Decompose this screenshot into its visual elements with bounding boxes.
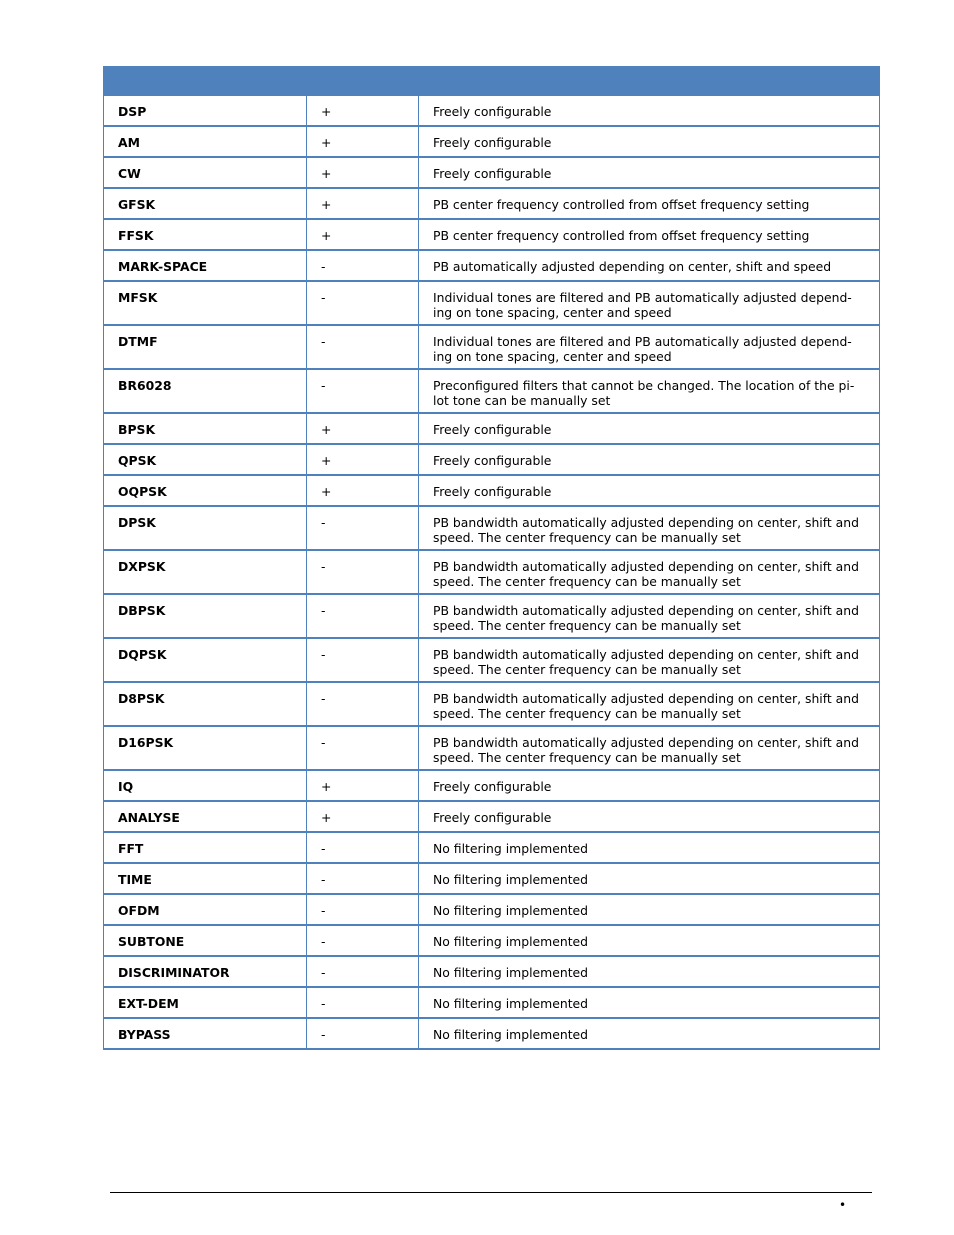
- filter-flag-cell: +: [307, 126, 419, 157]
- mode-cell: DBPSK: [104, 594, 307, 638]
- table-row: [104, 550, 880, 594]
- table-row: [104, 188, 880, 219]
- mode-cell: TIME: [104, 863, 307, 894]
- header-cell-mode: [104, 67, 307, 96]
- table-row: [104, 956, 880, 987]
- table-row: [104, 801, 880, 832]
- table-row: [104, 832, 880, 863]
- description-cell: No filtering implemented: [419, 925, 880, 956]
- filter-flag-cell: -: [307, 325, 419, 369]
- filter-flag-cell: +: [307, 95, 419, 126]
- description-cell: PB center frequency controlled from offset frequency setting: [419, 188, 880, 219]
- footer-rule: [110, 1192, 872, 1193]
- description-cell: PB bandwidth automatically adjusted depending on center, shift and speed. The center frequency can be manually set: [419, 682, 880, 726]
- mode-cell: OFDM: [104, 894, 307, 925]
- filter-flag-cell: -: [307, 682, 419, 726]
- table-row: [104, 1018, 880, 1049]
- mode-cell: OQPSK: [104, 475, 307, 506]
- filter-flag-cell: +: [307, 413, 419, 444]
- filter-flag-cell: -: [307, 894, 419, 925]
- table-row: [104, 638, 880, 682]
- table-row: [104, 894, 880, 925]
- filter-flag-cell: -: [307, 594, 419, 638]
- mode-cell: DPSK: [104, 506, 307, 550]
- description-cell: Freely configurable: [419, 475, 880, 506]
- description-cell: Freely configurable: [419, 157, 880, 188]
- mode-cell: D8PSK: [104, 682, 307, 726]
- table-row: [104, 219, 880, 250]
- description-cell: Preconfigured filters that cannot be changed. The location of the pi-lot tone can be manually set: [419, 369, 880, 413]
- table-row: [104, 444, 880, 475]
- header-cell-description: [419, 67, 880, 96]
- description-cell: Freely configurable: [419, 413, 880, 444]
- filter-flag-cell: -: [307, 987, 419, 1018]
- mode-cell: FFSK: [104, 219, 307, 250]
- mode-cell: DTMF: [104, 325, 307, 369]
- table-row: [104, 682, 880, 726]
- mode-cell: BR6028: [104, 369, 307, 413]
- table-row: [104, 594, 880, 638]
- description-cell: No filtering implemented: [419, 894, 880, 925]
- table-row: [104, 506, 880, 550]
- filter-flag-cell: -: [307, 638, 419, 682]
- filter-flag-cell: +: [307, 475, 419, 506]
- filter-flag-cell: -: [307, 281, 419, 325]
- filter-flag-cell: -: [307, 1018, 419, 1049]
- table-row: [104, 369, 880, 413]
- table-row: [104, 987, 880, 1018]
- description-cell: No filtering implemented: [419, 832, 880, 863]
- table-row: [104, 95, 880, 126]
- description-cell: PB bandwidth automatically adjusted depending on center, shift and speed. The center frequency can be manually set: [419, 726, 880, 770]
- filter-flag-cell: -: [307, 925, 419, 956]
- filter-flag-cell: -: [307, 250, 419, 281]
- mode-cell: SUBTONE: [104, 925, 307, 956]
- description-cell: Freely configurable: [419, 126, 880, 157]
- table-row: [104, 157, 880, 188]
- filter-flag-cell: +: [307, 157, 419, 188]
- mode-cell: BYPASS: [104, 1018, 307, 1049]
- mode-cell: DQPSK: [104, 638, 307, 682]
- description-cell: No filtering implemented: [419, 987, 880, 1018]
- filter-flag-cell: -: [307, 550, 419, 594]
- filter-flag-cell: -: [307, 369, 419, 413]
- description-cell: Freely configurable: [419, 444, 880, 475]
- mode-cell: MARK-SPACE: [104, 250, 307, 281]
- mode-cell: GFSK: [104, 188, 307, 219]
- table-row: [104, 250, 880, 281]
- mode-cell: DXPSK: [104, 550, 307, 594]
- table-row: [104, 281, 880, 325]
- filter-flag-cell: +: [307, 770, 419, 801]
- mode-cell: D16PSK: [104, 726, 307, 770]
- mode-cell: IQ: [104, 770, 307, 801]
- mode-cell: EXT-DEM: [104, 987, 307, 1018]
- table-row: [104, 770, 880, 801]
- table-header-row: [104, 67, 880, 96]
- description-cell: No filtering implemented: [419, 863, 880, 894]
- filter-flag-cell: +: [307, 188, 419, 219]
- filter-flag-cell: -: [307, 726, 419, 770]
- description-cell: No filtering implemented: [419, 1018, 880, 1049]
- filter-flag-cell: -: [307, 956, 419, 987]
- description-cell: No filtering implemented: [419, 956, 880, 987]
- description-cell: PB bandwidth automatically adjusted depending on center, shift and speed. The center frequency can be manually set: [419, 506, 880, 550]
- filter-flag-cell: -: [307, 863, 419, 894]
- mode-cell: DISCRIMINATOR: [104, 956, 307, 987]
- filter-flag-cell: +: [307, 219, 419, 250]
- table-row: [104, 925, 880, 956]
- table-row: [104, 475, 880, 506]
- filter-flag-cell: -: [307, 506, 419, 550]
- description-cell: PB automatically adjusted depending on center, shift and speed: [419, 250, 880, 281]
- mode-filter-table: [103, 66, 880, 1050]
- description-cell: Individual tones are filtered and PB automatically adjusted depend-ing on tone spacing, center and speed: [419, 281, 880, 325]
- mode-cell: ANALYSE: [104, 801, 307, 832]
- filter-flag-cell: +: [307, 801, 419, 832]
- table-row: [104, 325, 880, 369]
- description-cell: Freely configurable: [419, 770, 880, 801]
- mode-cell: MFSK: [104, 281, 307, 325]
- filter-flag-cell: -: [307, 832, 419, 863]
- table-row: [104, 126, 880, 157]
- mode-cell: CW: [104, 157, 307, 188]
- description-cell: Freely configurable: [419, 95, 880, 126]
- header-cell-flag: [307, 67, 419, 96]
- description-cell: PB bandwidth automatically adjusted depending on center, shift and speed. The center frequency can be manually set: [419, 550, 880, 594]
- table-row: [104, 726, 880, 770]
- mode-cell: DSP: [104, 95, 307, 126]
- mode-cell: QPSK: [104, 444, 307, 475]
- table-row: [104, 413, 880, 444]
- mode-cell: BPSK: [104, 413, 307, 444]
- table-body: [104, 95, 880, 1049]
- description-cell: Individual tones are filtered and PB automatically adjusted depend-ing on tone spacing, center and speed: [419, 325, 880, 369]
- description-cell: PB bandwidth automatically adjusted depending on center, shift and speed. The center frequency can be manually set: [419, 594, 880, 638]
- mode-cell: AM: [104, 126, 307, 157]
- description-cell: PB center frequency controlled from offset frequency setting: [419, 219, 880, 250]
- description-cell: Freely configurable: [419, 801, 880, 832]
- footer-bullet: •: [839, 1198, 847, 1212]
- mode-cell: FFT: [104, 832, 307, 863]
- filter-flag-cell: +: [307, 444, 419, 475]
- description-cell: PB bandwidth automatically adjusted depending on center, shift and speed. The center frequency can be manually set: [419, 638, 880, 682]
- table-row: [104, 863, 880, 894]
